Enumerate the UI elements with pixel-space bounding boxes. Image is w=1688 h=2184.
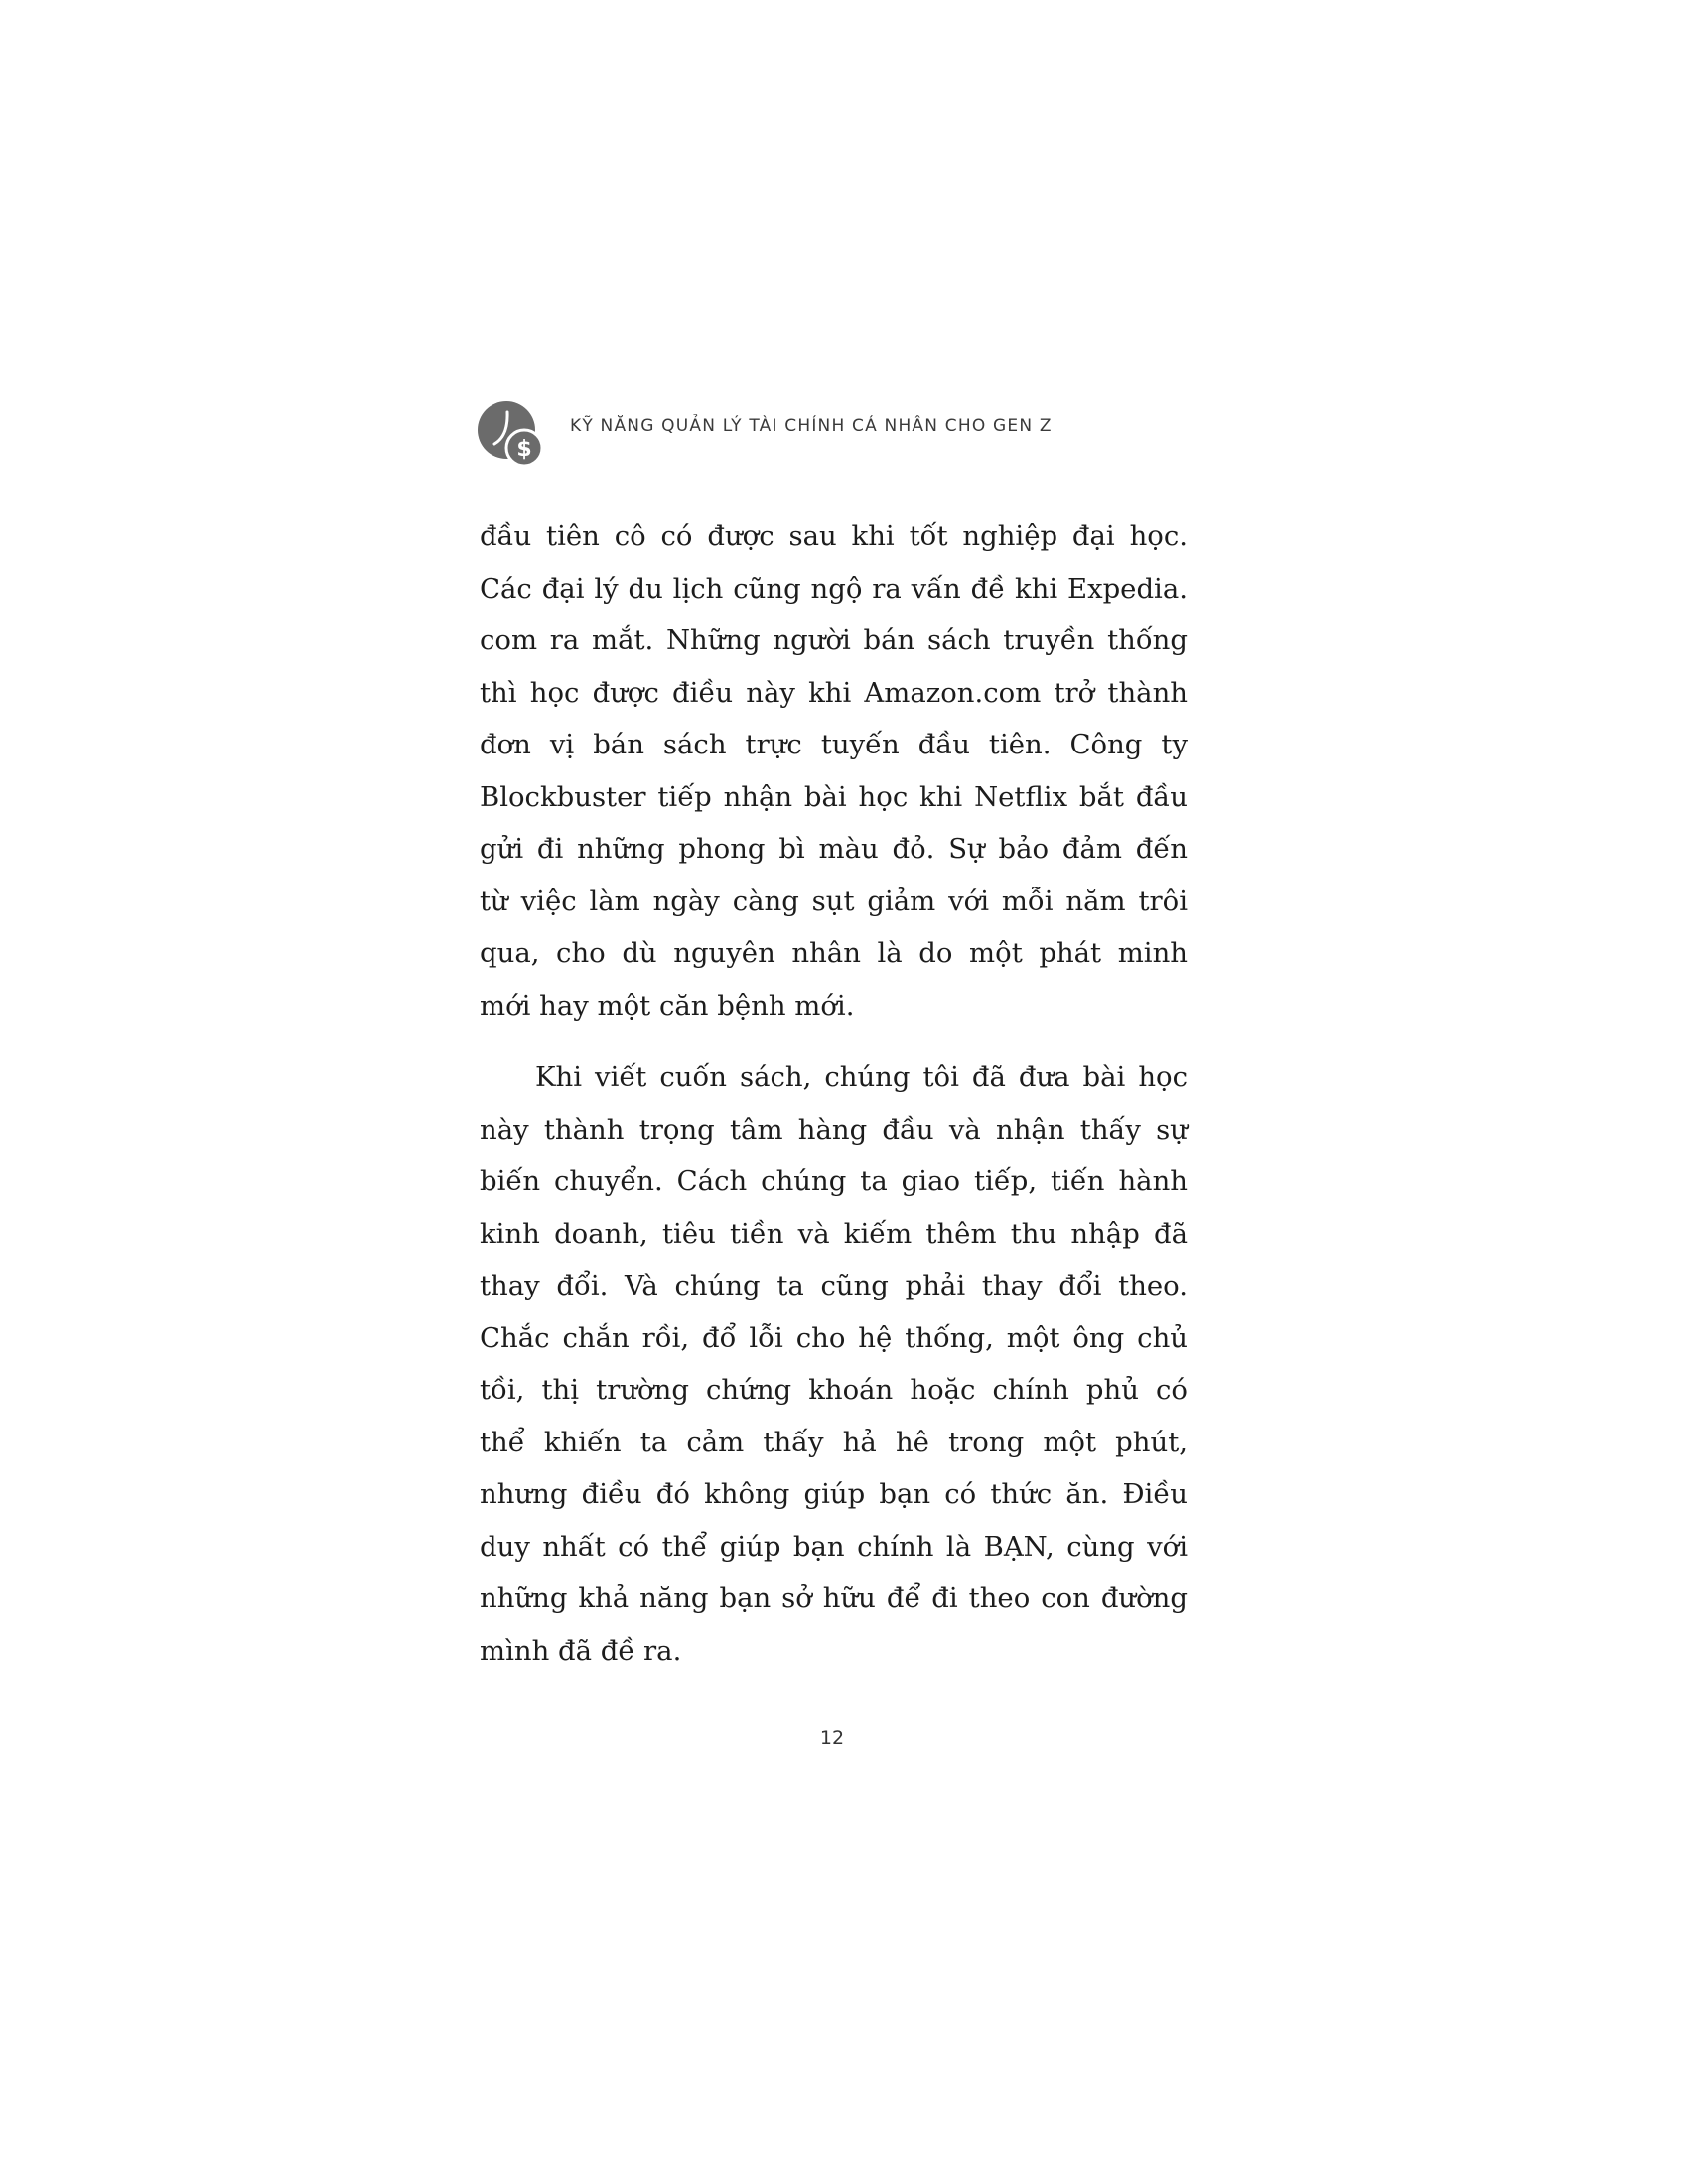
text-line: mới hay một căn bệnh mới. [480, 989, 855, 1022]
text-line: Khi viết cuốn sách, chúng tôi đã đưa bài học [535, 1061, 1188, 1093]
text-line: đơn vị bán sách trực tuyến đầu tiên. Công ty [480, 729, 1188, 760]
text-line: com ra mắt. Những người bán sách truyền thống [480, 624, 1188, 656]
book-title-header: KỸ NĂNG QUẢN LÝ TÀI CHÍNH CÁ NHÂN CHO GEN Z [570, 416, 1053, 436]
text-line: Chắc chắn rồi, đổ lỗi cho hệ thống, một ông chủ [480, 1321, 1188, 1354]
text-line: từ việc làm ngày càng sụt giảm với mỗi năm trôi [480, 885, 1188, 917]
text-line: những khả năng bạn sở hữu để đi theo con đường [480, 1582, 1188, 1614]
paragraph-1 [480, 510, 1188, 1031]
text-line: Blockbuster tiếp nhận bài học khi Netflix bắt đầu [480, 780, 1188, 813]
text-line: thay đổi. Và chúng ta cũng phải thay đổi theo. [480, 1270, 1188, 1301]
paragraph-2 [480, 1051, 1188, 1677]
text-line: duy nhất có thể giúp bạn chính là BẠN, cùng với [480, 1530, 1188, 1563]
running-header [475, 400, 1053, 470]
text-line: mình đã đề ra. [480, 1634, 682, 1667]
text-line: đầu tiên cô có được sau khi tốt nghiệp đại học. [480, 520, 1188, 552]
text-line: kinh doanh, tiêu tiền và kiếm thêm thu nhập đã [480, 1217, 1188, 1250]
text-line: tồi, thị trường chứng khoán hoặc chính phủ có [480, 1374, 1188, 1406]
text-line: thể khiến ta cảm thấy hả hê trong một phút, [480, 1426, 1188, 1458]
text-line: nhưng điều đó không giúp bạn có thức ăn. Điều [480, 1478, 1188, 1510]
svg-text:$: $ [516, 437, 532, 462]
text-line: biến chuyển. Cách chúng ta giao tiếp, tiến hành [480, 1165, 1188, 1197]
text-line: gửi đi những phong bì màu đỏ. Sự bảo đảm đến [480, 833, 1188, 865]
body-text [480, 510, 1188, 1677]
text-line: này thành trọng tâm hàng đầu và nhận thấy sự [480, 1113, 1188, 1146]
page-number: 12 [819, 1727, 845, 1749]
text-line: Các đại lý du lịch cũng ngộ ra vấn đề khi Expedia. [480, 572, 1188, 605]
dollar-coin-icon [475, 400, 544, 470]
text-line: qua, cho dù nguyên nhân là do một phát minh [480, 937, 1188, 969]
text-line: thì học được điều này khi Amazon.com trở thành [480, 676, 1188, 709]
